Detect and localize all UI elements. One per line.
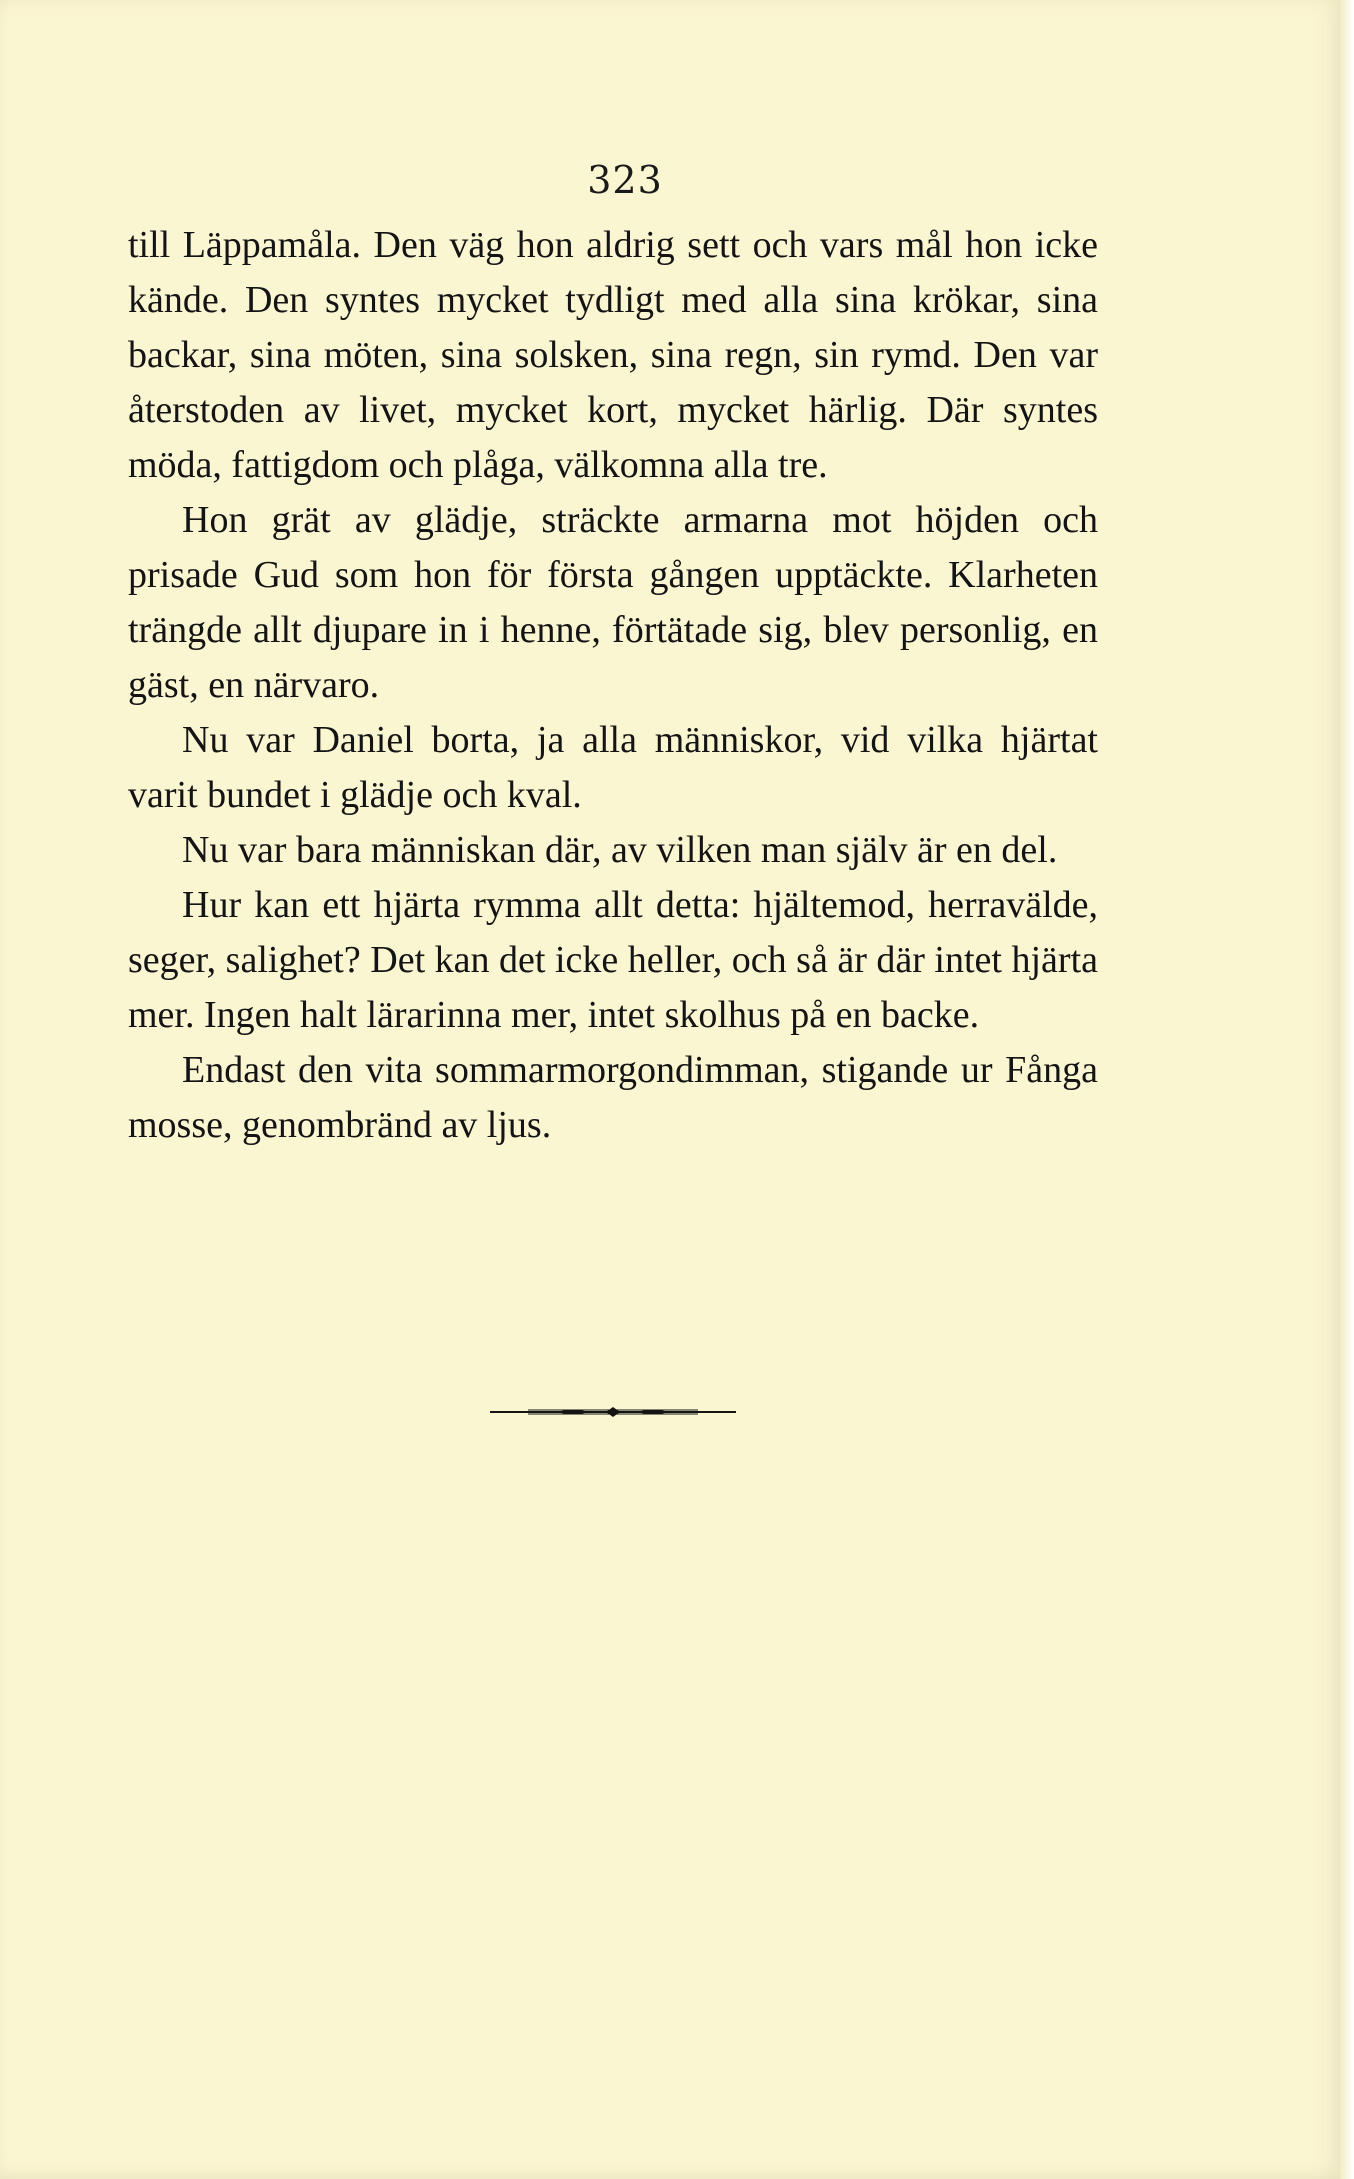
- end-ornament-icon: [488, 1405, 738, 1419]
- paragraph: Hur kan ett hjärta rymma allt detta: hjältemod, herravälde, seger, salighet? Det kan det icke heller, och så är där intet hjärta mer. Ingen halt lärarinna mer, intet skolhus på en backe.: [128, 884, 1098, 1036]
- paragraph: Nu var Daniel borta, ja alla människor, vid vilka hjärtat varit bundet i glädje och kval.: [128, 719, 1098, 816]
- paragraph: Nu var bara människan där, av vilken man själv är en del.: [182, 829, 1058, 871]
- paragraph: Hon grät av glädje, sträckte armarna mot höjden och prisade Gud som hon för första gången upptäckte. Klarheten trängde allt djupare in i henne, förtätade sig, blev personlig, en gäst, en närvaro.: [128, 499, 1098, 706]
- page-edge: [1340, 0, 1354, 2179]
- body-text: [128, 218, 1098, 1153]
- page-number: 323: [587, 158, 663, 202]
- paragraph: Endast den vita sommarmorgondimman, stigande ur Fånga mosse, genombränd av ljus.: [128, 1049, 1098, 1146]
- paragraph-continuation: till Läppamåla. Den väg hon aldrig sett och vars mål hon icke kände. Den syntes mycket tydligt med alla sina krökar, sina backar, sina möten, sina solsken, sina regn, sin rymd. Den var återstoden av livet, mycket kort, mycket härlig. Där syntes möda, fattigdom och plåga, välkomna alla tre.: [128, 224, 1098, 486]
